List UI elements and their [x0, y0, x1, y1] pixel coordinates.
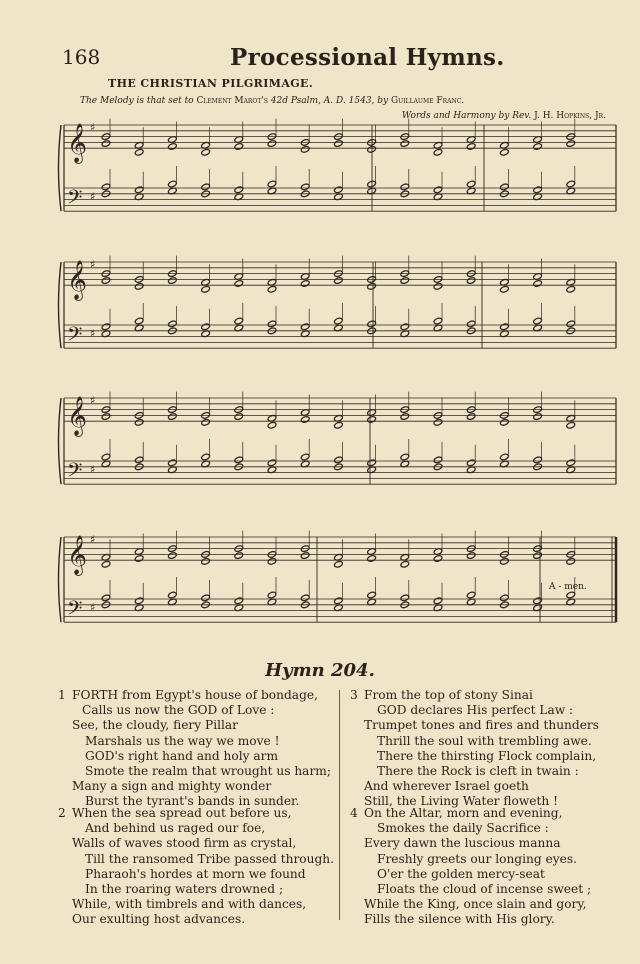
- half-note-icon: [367, 555, 377, 563]
- half-note-icon: [201, 183, 211, 191]
- half-note-icon: [201, 285, 211, 293]
- stanza-line: And behind us raged our foe,: [85, 821, 266, 836]
- stanza-line: Trumpet tones and fires and thunders: [364, 718, 599, 733]
- stanza-line: Marshals us the way we move !: [85, 733, 280, 748]
- stanza-line: O'er the golden mercy-seat: [377, 866, 545, 881]
- stanza-line: Our exulting host advances.: [72, 912, 246, 927]
- half-note-icon: [134, 418, 144, 426]
- half-note-icon: [234, 597, 244, 605]
- half-note-icon: [168, 552, 178, 560]
- sharp-icon: ♯: [90, 326, 96, 340]
- column-divider: [339, 690, 340, 920]
- stanza-number: 3: [350, 688, 358, 702]
- half-note-icon: [201, 557, 211, 565]
- sharp-icon: ♯: [90, 394, 96, 407]
- half-note-icon: [334, 277, 344, 285]
- half-note-icon: [201, 453, 211, 461]
- words-prefix: Words and Harmony by Rev.: [401, 111, 535, 121]
- stanza-line: Still, the Living Water floweth !: [364, 794, 558, 809]
- half-note-icon: [466, 180, 476, 188]
- stanza-line: In the roaring waters drowned ;: [85, 882, 284, 897]
- half-note-icon: [267, 320, 277, 328]
- half-note-icon: [433, 148, 443, 156]
- half-note-icon: [334, 186, 344, 194]
- half-note-icon: [234, 552, 244, 560]
- half-note-icon: [466, 552, 476, 560]
- stanza-line: From the top of stony Sinai: [364, 688, 533, 702]
- half-note-icon: [234, 413, 244, 421]
- half-note-icon: [101, 323, 111, 331]
- stanza-line: And wherever Israel goeth: [364, 779, 529, 794]
- half-note-icon: [168, 180, 178, 188]
- half-note-icon: [334, 597, 344, 605]
- half-note-icon: [466, 591, 476, 599]
- stanza-line: Freshly greets our longing eyes.: [377, 851, 577, 866]
- melody-note-a: The Melody is that set to: [80, 96, 197, 106]
- half-note-icon: [533, 552, 543, 560]
- half-note-icon: [433, 186, 443, 194]
- half-note-icon: [533, 413, 543, 421]
- half-note-icon: [300, 145, 310, 153]
- words-author: J. H. Hopkins, Jr.: [534, 111, 606, 121]
- half-note-icon: [367, 416, 377, 424]
- half-note-icon: [134, 317, 144, 325]
- treble-clef-icon: 𝄞: [67, 396, 88, 437]
- half-note-icon: [134, 597, 144, 605]
- stanza-line: Calls us now the GOD of Love :: [82, 703, 275, 718]
- half-note-icon: [367, 320, 377, 328]
- half-note-icon: [500, 285, 510, 293]
- system-brace: [59, 125, 62, 211]
- system-brace: [59, 262, 62, 348]
- half-note-icon: [400, 594, 410, 602]
- stanza-1: [58, 688, 331, 810]
- half-note-icon: [101, 453, 111, 461]
- stanza-line: GOD declares His perfect Law :: [377, 703, 574, 718]
- half-note-icon: [168, 320, 178, 328]
- half-note-icon: [500, 183, 510, 191]
- half-note-icon: [466, 459, 476, 467]
- stanza-line: Walls of waves stood firm as crystal,: [72, 836, 297, 851]
- half-note-icon: [533, 186, 543, 194]
- half-note-icon: [400, 560, 410, 568]
- stanza-4: [350, 806, 592, 928]
- half-note-icon: [400, 413, 410, 421]
- half-note-icon: [267, 421, 277, 429]
- half-note-icon: [201, 323, 211, 331]
- stanza-line: GOD's right hand and holy arm: [85, 748, 279, 763]
- half-note-icon: [134, 186, 144, 194]
- half-note-icon: [168, 413, 178, 421]
- half-note-icon: [267, 180, 277, 188]
- half-note-icon: [334, 317, 344, 325]
- half-note-icon: [367, 282, 377, 290]
- half-note-icon: [101, 140, 111, 148]
- half-note-icon: [500, 453, 510, 461]
- stanza-line: Till the ransomed Tribe passed through.: [85, 851, 334, 866]
- melody-name: Clement Marot's: [196, 96, 268, 106]
- stanza-line: Burst the tyrant's bands in sunder.: [85, 794, 300, 809]
- sharp-icon: ♯: [90, 462, 96, 476]
- stanza-line: Fills the silence with His glory.: [364, 912, 555, 927]
- stanza-number: 2: [58, 806, 66, 820]
- half-note-icon: [334, 560, 344, 568]
- system-brace: [59, 398, 62, 484]
- half-note-icon: [533, 143, 543, 151]
- half-note-icon: [234, 456, 244, 464]
- half-note-icon: [500, 148, 510, 156]
- half-note-icon: [101, 183, 111, 191]
- half-note-icon: [168, 143, 178, 151]
- half-note-icon: [433, 597, 443, 605]
- amen-label: A - men.: [549, 582, 587, 592]
- half-note-icon: [433, 555, 443, 563]
- half-note-icon: [134, 555, 144, 563]
- half-note-icon: [168, 277, 178, 285]
- half-note-icon: [566, 459, 576, 467]
- half-note-icon: [533, 317, 543, 325]
- stanza-line: FORTH from Egypt's house of bondage,: [72, 688, 318, 702]
- system-brace: [59, 537, 62, 622]
- stanza-line: There the thirsting Flock complain,: [377, 748, 597, 763]
- half-note-icon: [566, 140, 576, 148]
- stanza-line: When the sea spread out before us,: [72, 806, 292, 820]
- half-note-icon: [101, 594, 111, 602]
- stanza-line: Smokes the daily Sacrifice :: [377, 821, 549, 836]
- half-note-icon: [566, 180, 576, 188]
- stanza-line: On the Altar, morn and evening,: [364, 806, 563, 820]
- half-note-icon: [400, 323, 410, 331]
- half-note-icon: [101, 413, 111, 421]
- half-note-icon: [400, 183, 410, 191]
- stanza-line: Pharaoh's hordes at morn we found: [85, 866, 306, 881]
- half-note-icon: [466, 413, 476, 421]
- half-note-icon: [433, 418, 443, 426]
- half-note-icon: [134, 148, 144, 156]
- bass-clef-icon: 𝄢: [67, 322, 83, 351]
- half-note-icon: [201, 594, 211, 602]
- hymn-number: Hymn 204.: [265, 660, 375, 681]
- half-note-icon: [400, 453, 410, 461]
- treble-clef-icon: 𝄞: [67, 123, 88, 164]
- half-note-icon: [201, 148, 211, 156]
- half-note-icon: [466, 143, 476, 151]
- half-note-icon: [500, 323, 510, 331]
- half-note-icon: [168, 591, 178, 599]
- stanza-number: 4: [350, 806, 358, 820]
- half-note-icon: [433, 282, 443, 290]
- half-note-icon: [168, 459, 178, 467]
- half-note-icon: [566, 421, 576, 429]
- sharp-icon: ♯: [90, 121, 96, 134]
- stanza-line: Floats the cloud of incense sweet ;: [377, 882, 592, 897]
- half-note-icon: [400, 277, 410, 285]
- half-note-icon: [300, 183, 310, 191]
- bass-clef-icon: 𝄢: [67, 596, 83, 625]
- half-note-icon: [234, 280, 244, 288]
- sharp-icon: ♯: [90, 258, 96, 271]
- page-number: 168: [62, 45, 101, 69]
- sharp-icon: ♯: [90, 600, 96, 614]
- half-note-icon: [267, 459, 277, 467]
- half-note-icon: [367, 459, 377, 467]
- half-note-icon: [566, 285, 576, 293]
- half-note-icon: [300, 453, 310, 461]
- stanza-line: Thrill the soul with trembling awe.: [377, 733, 592, 748]
- half-note-icon: [201, 418, 211, 426]
- half-note-icon: [134, 456, 144, 464]
- half-note-icon: [334, 140, 344, 148]
- half-note-icon: [466, 277, 476, 285]
- half-note-icon: [134, 282, 144, 290]
- half-note-icon: [466, 320, 476, 328]
- half-note-icon: [433, 317, 443, 325]
- half-note-icon: [267, 285, 277, 293]
- half-note-icon: [433, 456, 443, 464]
- stanza-line: Smote the realm that wrought us harm;: [85, 764, 331, 779]
- half-note-icon: [500, 557, 510, 565]
- half-note-icon: [500, 418, 510, 426]
- half-note-icon: [533, 280, 543, 288]
- stanza-line: There the Rock is cleft in twain :: [377, 764, 579, 779]
- half-note-icon: [234, 143, 244, 151]
- running-title: Processional Hymns.: [230, 44, 505, 71]
- half-note-icon: [566, 557, 576, 565]
- stanza-line: Many a sign and mighty wonder: [72, 779, 272, 794]
- stanza-line: Every dawn the luscious manna: [364, 836, 561, 851]
- half-note-icon: [533, 456, 543, 464]
- half-note-icon: [367, 591, 377, 599]
- melody-author: Guillaume Franc.: [390, 96, 465, 106]
- stanza-number: 1: [58, 688, 66, 702]
- sharp-icon: ♯: [90, 533, 96, 546]
- half-note-icon: [300, 416, 310, 424]
- half-note-icon: [566, 320, 576, 328]
- treble-clef-icon: 𝄞: [67, 260, 88, 301]
- half-note-icon: [334, 456, 344, 464]
- half-note-icon: [334, 421, 344, 429]
- sharp-icon: ♯: [90, 189, 96, 203]
- half-note-icon: [101, 560, 111, 568]
- stanza-2: [58, 806, 334, 928]
- stanza-line: While, with timbrels and with dances,: [72, 897, 307, 912]
- stanza-line: While the King, once slain and gory,: [364, 897, 587, 912]
- half-note-icon: [234, 186, 244, 194]
- half-note-icon: [533, 597, 543, 605]
- hymn-tune-title: THE CHRISTIAN PILGRIMAGE.: [108, 77, 314, 90]
- half-note-icon: [234, 317, 244, 325]
- half-note-icon: [300, 323, 310, 331]
- half-note-icon: [566, 591, 576, 599]
- melody-note-b: 42d Psalm, A. D. 1543, by: [267, 96, 391, 106]
- half-note-icon: [300, 594, 310, 602]
- stanza-line: See, the cloudy, fiery Pillar: [72, 718, 238, 733]
- half-note-icon: [400, 140, 410, 148]
- treble-clef-icon: 𝄞: [67, 535, 88, 576]
- half-note-icon: [267, 140, 277, 148]
- half-note-icon: [500, 594, 510, 602]
- stanza-3: [350, 688, 599, 810]
- half-note-icon: [300, 552, 310, 560]
- bass-clef-icon: 𝄢: [67, 185, 83, 214]
- half-note-icon: [267, 557, 277, 565]
- half-note-icon: [101, 277, 111, 285]
- bass-clef-icon: 𝄢: [67, 458, 83, 487]
- half-note-icon: [267, 591, 277, 599]
- half-note-icon: [300, 280, 310, 288]
